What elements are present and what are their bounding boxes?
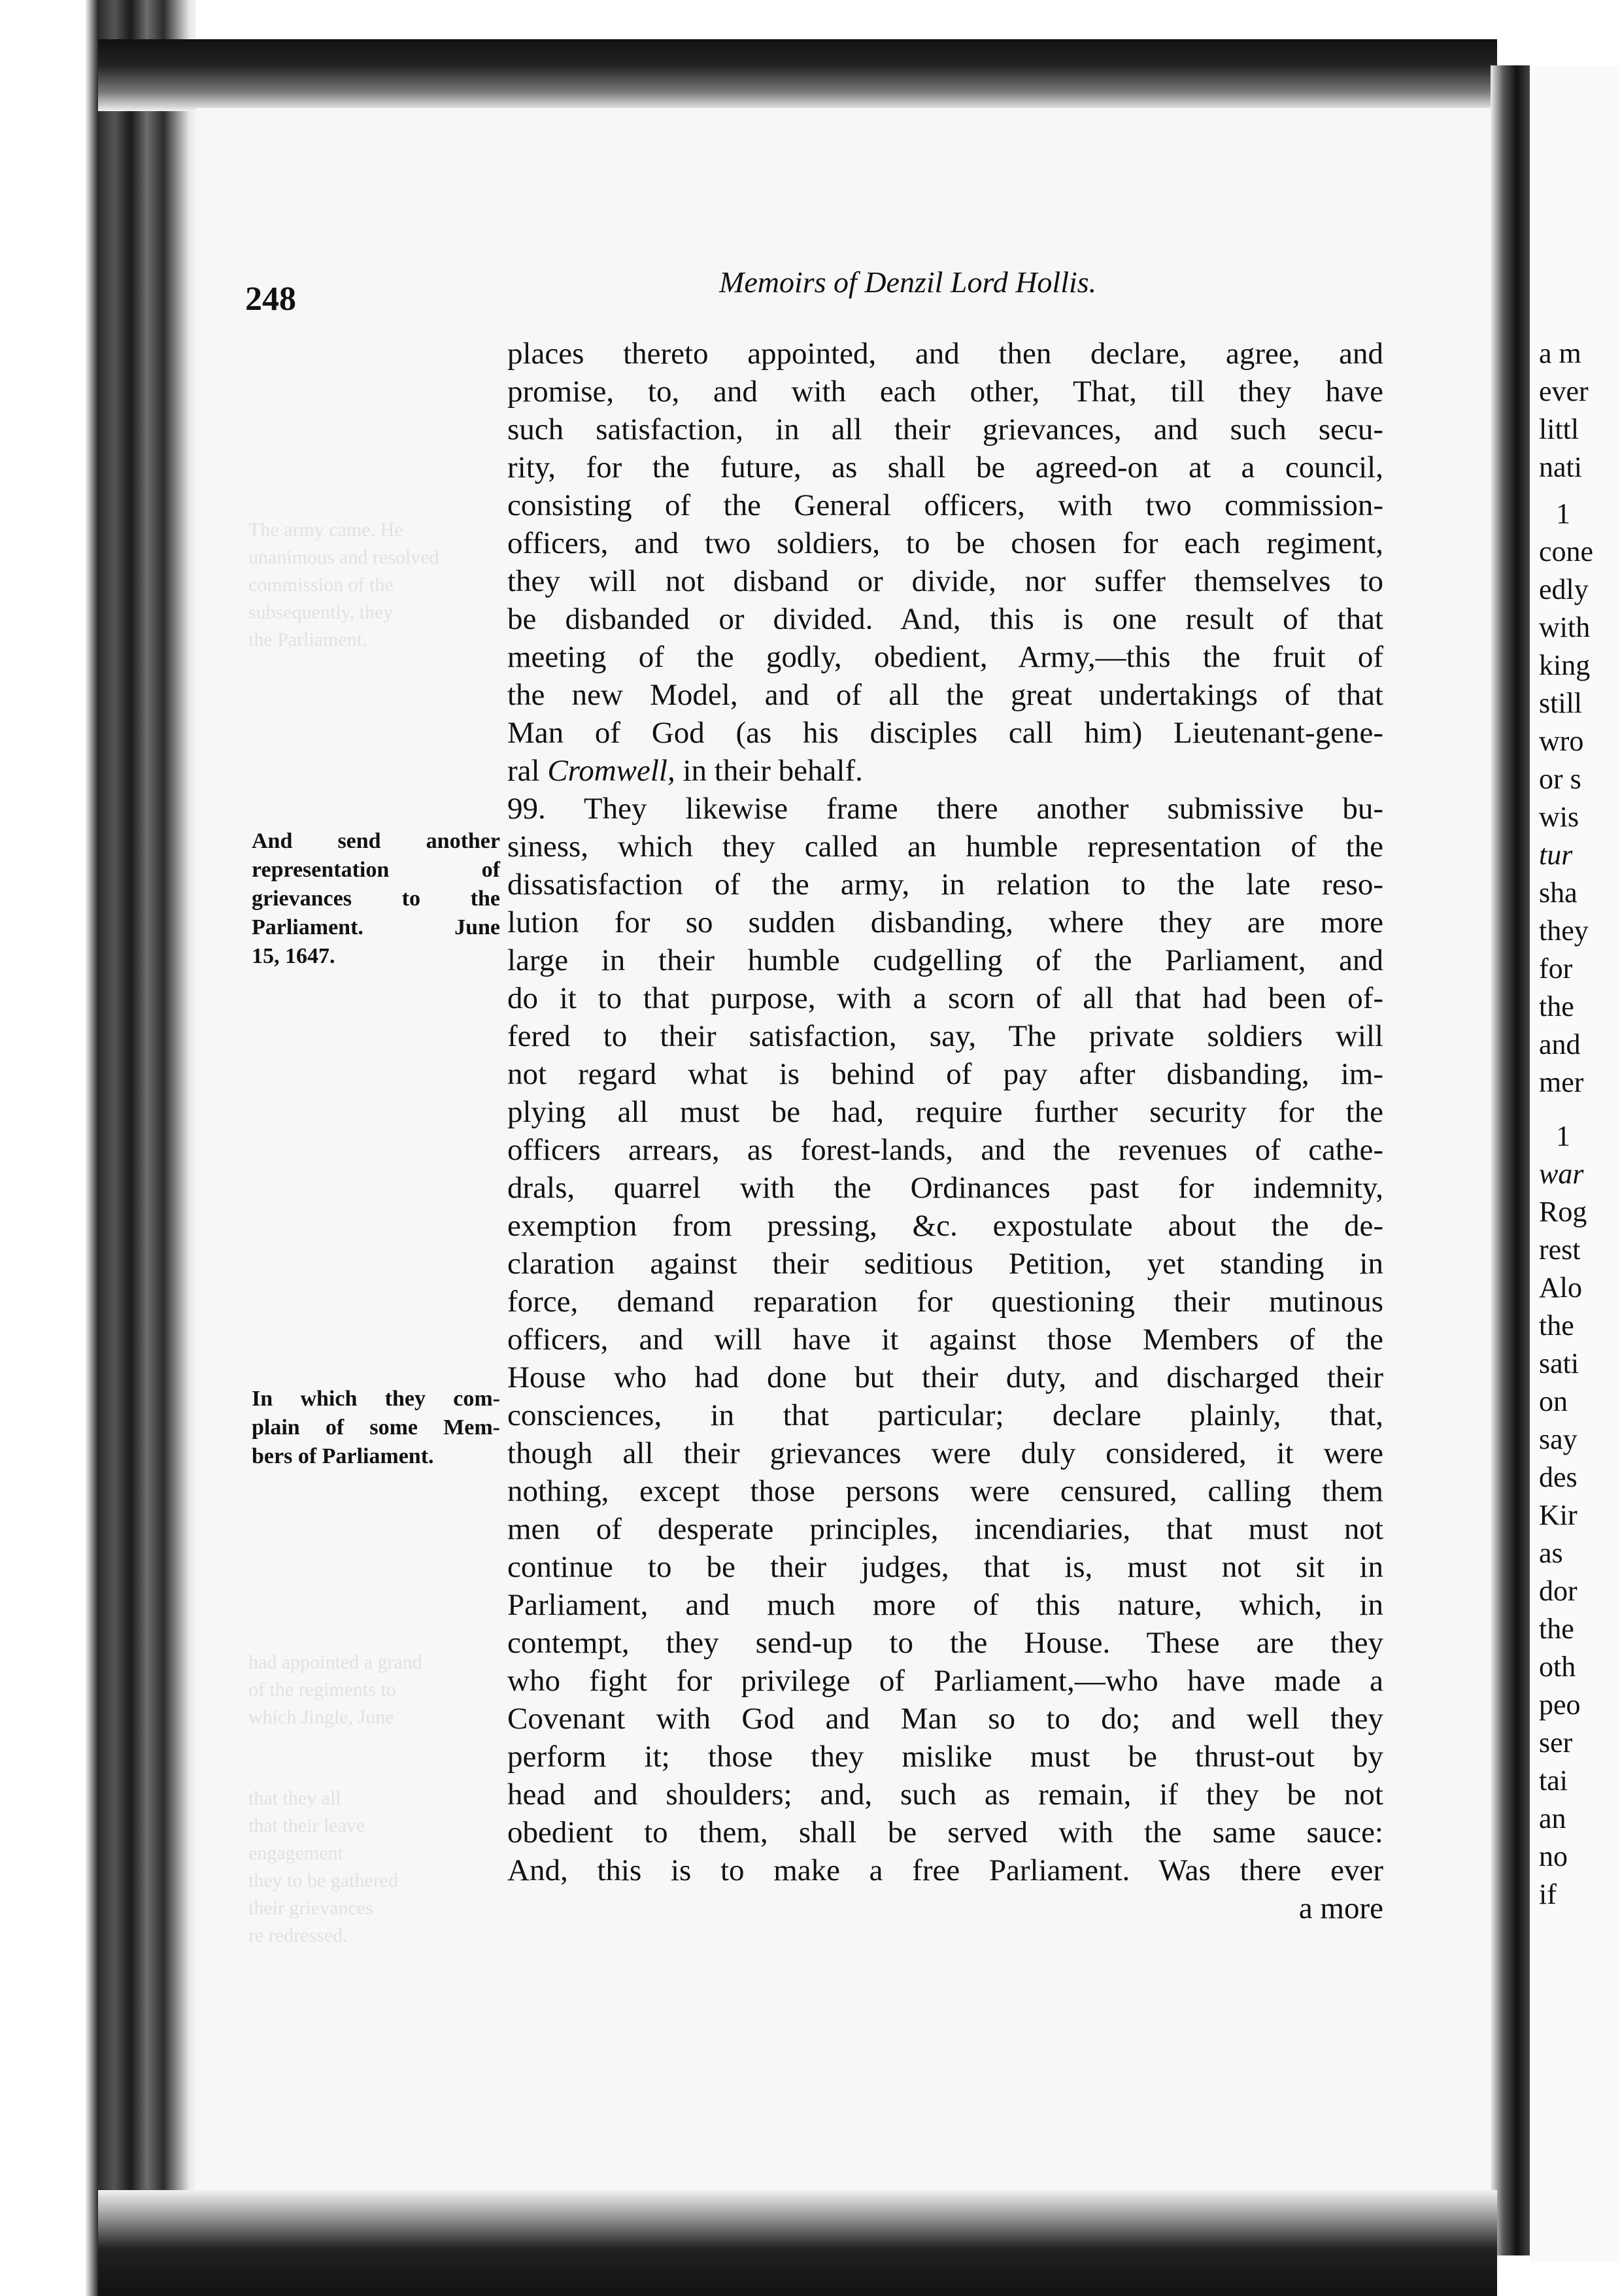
facing-page-line: if <box>1539 1878 1557 1910</box>
facing-page-line: or s <box>1539 763 1581 795</box>
text-line: consisting of the General officers, with two commission- <box>507 488 1383 522</box>
text-line: who fight for privilege of Parliament,—who have made a <box>507 1664 1383 1698</box>
cromwell-pre: ral <box>507 754 548 788</box>
facing-page-line: the <box>1539 1309 1574 1342</box>
facing-page-line: an <box>1539 1802 1566 1834</box>
bleed-line: The army came. He <box>248 519 403 541</box>
facing-page-line: nati <box>1539 451 1582 483</box>
facing-page-line: the <box>1539 1613 1574 1645</box>
bleed-line: that their leave <box>248 1815 365 1836</box>
facing-page-line: wro <box>1539 725 1584 757</box>
book-spine-shadow <box>0 0 196 2296</box>
facing-page-line: oth <box>1539 1651 1576 1683</box>
facing-page-line: king <box>1539 649 1591 681</box>
text-line-cromwell <box>507 752 1383 790</box>
text-line: officers, and will have it against those Members of the <box>507 1323 1383 1357</box>
facing-page-line: wis <box>1539 801 1579 833</box>
text-line: dissatisfaction of the army, in relation to the late reso- <box>507 868 1383 902</box>
text-line: nothing, except those persons were censured, calling them <box>507 1474 1383 1508</box>
facing-page-line: 1 <box>1556 1120 1570 1152</box>
facing-page-line: still <box>1539 687 1583 719</box>
bleed-line <box>248 1731 523 1759</box>
scan-top-border <box>98 39 1497 111</box>
bleed-line: engagement <box>248 1842 343 1864</box>
bleed-line: which Jingle, June <box>248 1706 394 1728</box>
facing-page-line: Kir <box>1539 1499 1578 1531</box>
text-line: Covenant with God and Man so to do; and well they <box>507 1702 1383 1736</box>
facing-page-line: and <box>1539 1028 1581 1060</box>
sidenote-line: In which they com- <box>252 1387 500 1411</box>
sidenote-line: grievances to the <box>252 886 500 911</box>
facing-page-line: ever <box>1539 375 1589 407</box>
facing-page-line: cone <box>1539 535 1594 567</box>
page-number: 248 <box>245 280 296 318</box>
text-line: obedient to them, shall be served with the same sauce: <box>507 1815 1383 1849</box>
facing-page-line: Rog <box>1539 1196 1587 1228</box>
text-line: Parliament, and much more of this nature, which, in <box>507 1588 1383 1622</box>
text-line: And, this is to make a free Parliament. Was there ever <box>507 1853 1383 1887</box>
facing-page-line: sati <box>1539 1347 1579 1379</box>
facing-page-line: Alo <box>1539 1272 1582 1304</box>
bleed-line: they to be gathered <box>248 1870 399 1891</box>
facing-page-line: rest <box>1539 1234 1581 1266</box>
facing-page-line: say <box>1539 1423 1578 1455</box>
sidenote-complaint <box>252 1385 500 1471</box>
text-line: claration against their seditious Petition, yet standing in <box>507 1247 1383 1281</box>
text-line: promise, to, and with each other, That, till they have <box>507 375 1383 409</box>
sidenote-line: Parliament. June <box>252 915 500 939</box>
bleed-line <box>248 654 523 681</box>
catchword: a more <box>1298 1891 1383 1925</box>
text-line: officers, and two soldiers, to be chosen for each regiment, <box>507 526 1383 560</box>
sidenote-line: bers of Parliament. <box>252 1444 434 1468</box>
facing-page-line: peo <box>1539 1689 1581 1721</box>
text-line: fered to their satisfaction, say, The private soldiers will <box>507 1019 1383 1053</box>
bleed-line: subsequently, they <box>248 601 394 623</box>
facing-page-line: war <box>1539 1158 1584 1190</box>
text-line: meeting of the godly, obedient, Army,—this the fruit of <box>507 640 1383 674</box>
text-line: large in their humble cudgelling of the Parliament, and <box>507 943 1383 977</box>
facing-page-line: for <box>1539 953 1573 985</box>
text-line: exemption from pressing, &c. expostulate about the de- <box>507 1209 1383 1243</box>
sidenote-line: plain of some Mem- <box>252 1415 500 1440</box>
text-line: officers arrears, as forest-lands, and the revenues of cathe- <box>507 1133 1383 1167</box>
text-line: rity, for the future, as shall be agreed-on at a council, <box>507 450 1383 484</box>
facing-page-line: the <box>1539 990 1574 1022</box>
bleed-line: re redressed. <box>248 1925 348 1946</box>
sidenote-representation <box>252 827 500 971</box>
scan-bottom-border <box>98 2190 1497 2296</box>
facing-page-line: 1 <box>1556 498 1570 530</box>
facing-page-line: des <box>1539 1461 1578 1493</box>
text-line: consciences, in that particular; declare plainly, that, <box>507 1398 1383 1432</box>
facing-page-line: dor <box>1539 1575 1578 1607</box>
bleed-line: commission of the <box>248 574 394 596</box>
bleed-line: unanimous and resolved <box>248 547 439 568</box>
facing-page-line: ser <box>1539 1727 1573 1759</box>
text-line: be disbanded or divided. And, this is one result of that <box>507 602 1383 636</box>
facing-page-line: a m <box>1539 337 1581 369</box>
text-line: places thereto appointed, and then declare, agree, and <box>507 337 1383 371</box>
facing-page-line: mer <box>1539 1066 1584 1098</box>
facing-page-line: littl <box>1539 413 1579 445</box>
bleed-line: the Parliament. <box>248 629 367 650</box>
text-line: the new Model, and of all the great undertakings of that <box>507 678 1383 712</box>
facing-page-line: they <box>1539 915 1589 947</box>
bleed-line: had appointed a grand <box>248 1651 422 1673</box>
text-line: force, demand reparation for questioning their mutinous <box>507 1285 1383 1319</box>
text-line: though all their grievances were duly considered, it were <box>507 1436 1383 1470</box>
text-line: drals, quarrel with the Ordinances past for indemnity, <box>507 1171 1383 1205</box>
text-line: House who had done but their duty, and discharged their <box>507 1360 1383 1394</box>
running-head: Memoirs of Denzil Lord Hollis. <box>719 265 1097 299</box>
sidenote-line: And send another <box>252 829 500 853</box>
bleed-line: their grievances <box>248 1897 373 1919</box>
bleed-line: that they all <box>248 1787 341 1809</box>
facing-page-line: tai <box>1539 1764 1568 1797</box>
facing-page-line: with <box>1539 611 1591 643</box>
text-line: they will not disband or divide, nor suffer themselves to <box>507 564 1383 598</box>
text-line: contempt, they send-up to the House. These are they <box>507 1626 1383 1660</box>
facing-page-line: edly <box>1539 573 1589 605</box>
facing-page-line: no <box>1539 1840 1568 1872</box>
text-line: head and shoulders; and, such as remain, if they be not <box>507 1778 1383 1812</box>
cromwell-name: Cromwell, <box>547 754 675 788</box>
text-line: continue to be their judges, that is, must not sit in <box>507 1550 1383 1584</box>
text-line: men of desperate principles, incendiaries, that must not <box>507 1512 1383 1546</box>
sidenote-line: 15, 1647. <box>252 944 335 968</box>
text-line: lution for so sudden disbanding, where they are more <box>507 905 1383 939</box>
sidenote-line: representation of <box>252 858 500 882</box>
facing-page-line: as <box>1539 1537 1563 1569</box>
gutter-shadow <box>1491 65 1530 2255</box>
text-line: plying all must be had, require further security for the <box>507 1095 1383 1129</box>
text-line: such satisfaction, in all their grievances, and such secu- <box>507 413 1383 447</box>
text-line: siness, which they called an humble representation of the <box>507 830 1383 864</box>
text-line: perform it; those they mislike must be thrust-out by <box>507 1740 1383 1774</box>
facing-page-line: tur <box>1539 839 1573 871</box>
facing-page-fragment <box>1530 65 1620 2262</box>
text-line-paragraph-99: 99. They likewise frame there another submissive bu- <box>507 792 1383 826</box>
text-line: do it to that purpose, with a scorn of all that had been of- <box>507 981 1383 1015</box>
facing-page-line: on <box>1539 1385 1568 1417</box>
text-line: Man of God (as his disciples call him) Lieutenant-gene- <box>507 716 1383 750</box>
facing-page-line: sha <box>1539 877 1578 909</box>
text-line: not regard what is behind of pay after disbanding, im- <box>507 1057 1383 1091</box>
body-text <box>507 335 1383 1927</box>
bleed-line: of the regiments to <box>248 1679 396 1700</box>
cromwell-post: in their behalf. <box>675 754 863 788</box>
